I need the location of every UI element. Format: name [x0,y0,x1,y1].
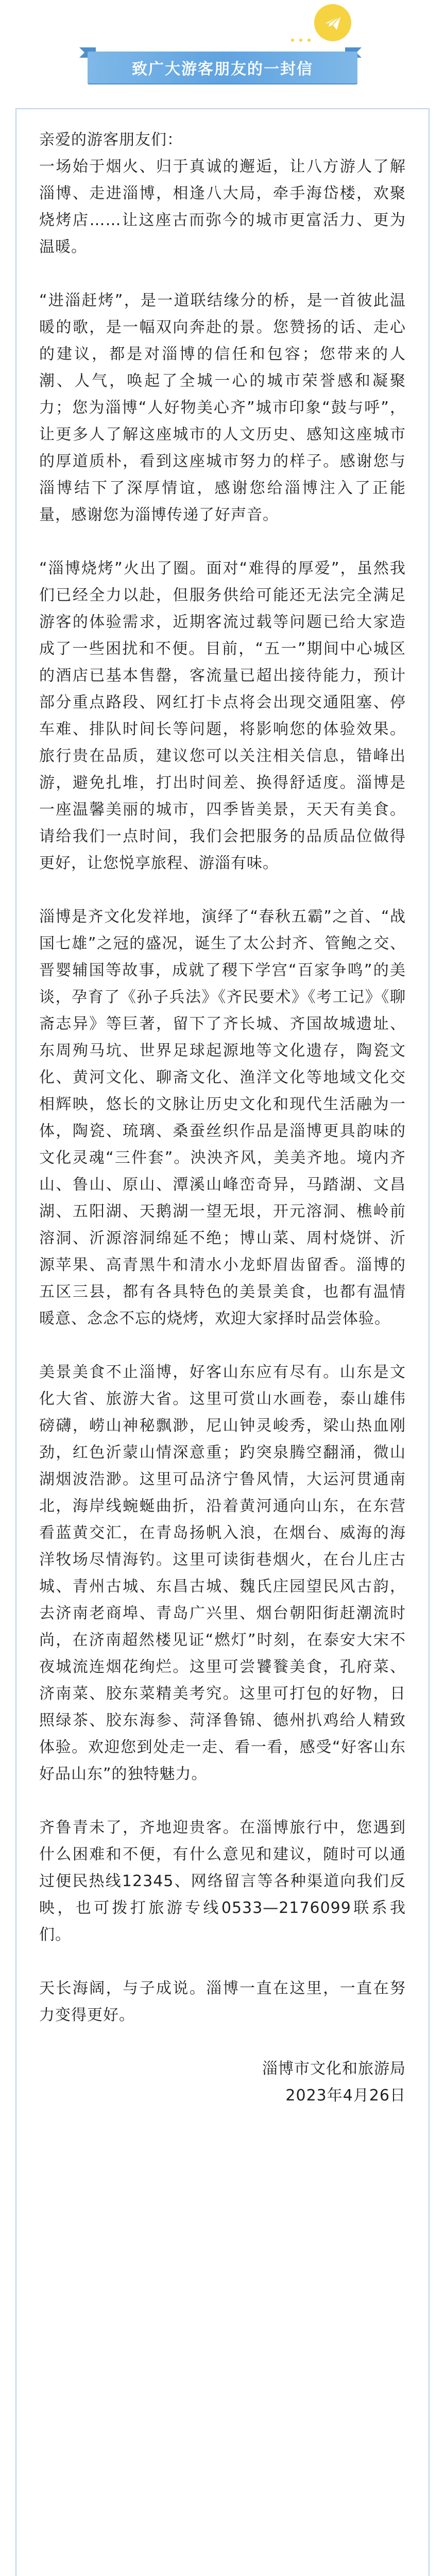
signature: 淄博市文化和旅游局 [262,2060,406,2078]
date: 2023年4月26日 [285,2087,406,2105]
paragraph-5: 美景美食不止淄博，好客山东应有尽有。山东是文化大省、旅游大省。这里可赏山水画卷，泰山雄伟磅礴，崂山神秘飘渺，尼山钟灵峻秀，梁山热血刚劲，红色沂蒙山情深意重；趵突泉腾空翻涌，微山湖烟波浩渺。这里可品济宁鲁风情，大运河贯通南北，海岸线蜿蜒曲折，沿着黄河通向山东，在东营看蓝黄交汇，在青岛扬帆入浪，在烟台、威海的海洋牧场尽情海钓。这里可读街巷烟火，在台儿庄古城、青州古城、东昌古城、魏氏庄园望民风古韵，去济南老商埠、青岛广兴里、烟台朝阳街赶潮流时尚，在济南超然楼见证“燃灯”时刻，在泰安大宋不夜城流连烟花绚烂。这里可尝饕餮美食，孔府菜、济南菜、胶东菜精美考究。这里可打包的好物，日照绿茶、胶东海参、菏泽鲁锦、德州扒鸡给人精致体验。欢迎您到处走一走、看一看，感受“好客山东 好品山东”的独特魅力。 [39,1363,406,1783]
plane-icon [314,4,351,41]
dots-decoration [288,36,319,44]
greeting: 亲爱的游客朋友们： [39,131,183,149]
paragraph-7: 天长海阔，与子成说。淄博一直在这里，一直在努力变得更好。 [39,1979,406,2024]
paragraph-6: 齐鲁青未了，齐地迎贵客。在淄博旅行中，您遇到什么困难和不便，有什么意见和建议，随时可以通过便民热线12345、网络留言等各种渠道向我们反映，也可拨打旅游专线0533—2176099联系我们。 [39,1819,406,1944]
paragraph-4: 淄博是齐文化发祥地，演绎了“春秋五霸”之首、“战国七雄”之冠的盛况，诞生了太公封齐、管鲍之交、晋婴辅国等故事，成就了稷下学宫“百家争鸣”的美谈，孕育了《孙子兵法》《齐民要术》《考工记》《聊斋志异》等巨著，留下了齐长城、齐国故城遗址、东周殉马坑、世界足球起源地等文化遗存，陶瓷文化、黄河文化、聊斋文化、渔洋文化等地域文化交相辉映，悠长的文脉让历史文化和现代生活融为一体，陶瓷、琉璃、桑蚕丝织作品是淄博更具韵味的文化灵魂“三件套”。泱泱齐风，美美齐地。境内齐山、鲁山、原山、潭溪山峰峦奇异，马踏湖、文昌湖、五阳湖、天鹅湖一望无垠，开元溶洞、樵岭前溶洞、沂源溶洞绵延不绝；博山菜、周村烧饼、沂源苹果、高青黑牛和清水小龙虾眉齿留香。淄博的五区三县，都有各具特色的美景美食，也都有温情暖意、念念不忘的烧烤，欢迎大家择时品尝体验。 [39,908,406,1328]
paragraph-2: “进淄赶烤”，是一道联结缘分的桥，是一首彼此温暖的歌，是一幅双向奔赴的景。您赞扬的话、走心的建议，都是对淄博的信任和包容；您带来的人潮、人气，唤起了全城一心的城市荣誉感和凝聚力；您为淄博“人好物美心齐”城市印象“鼓与呼”，让更多人了解这座城市的人文历史、感知这座城市的厚道质朴，看到这座城市努力的样子。感谢您与淄博结下了深厚情谊，感谢您给淄博注入了正能量，感谢您为淄博传递了好声音。 [39,292,406,524]
title-banner [88,52,357,83]
letter-body [39,127,406,2109]
paragraph-3: “淄博烧烤”火出了圈。面对“难得的厚爱”，虽然我们已经全力以赴，但服务供给可能还无法完全满足游客的体验需求，近期客流过载等问题已给大家造成了一些困扰和不便。目前，“五一”期间中心城区的酒店已基本售罄，客流量已超出接待能力，预计部分重点路段、网红打卡点将会出现交通阻塞、停车难、排队时间长等问题，将影响您的体验效果。旅行贵在品质，建议您可以关注相关信息，错峰出游，避免扎堆，打出时间差、换得舒适度。淄博是一座温馨美丽的城市，四季皆美景，天天有美食。请给我们一点时间，我们会把服务的品质品位做得更好，让您悦享旅程、游淄有味。 [39,560,406,872]
paragraph-1: 一场始于烟火、归于真诚的邂逅，让八方游人了解淄博、走进淄博，相逢八大局，牵手海岱楼，欢聚烧烤店……让这座古而弥今的城市更富活力、更为温暖。 [39,158,406,256]
page-title: 致广大游客朋友的一封信 [132,60,313,78]
header [0,0,445,108]
